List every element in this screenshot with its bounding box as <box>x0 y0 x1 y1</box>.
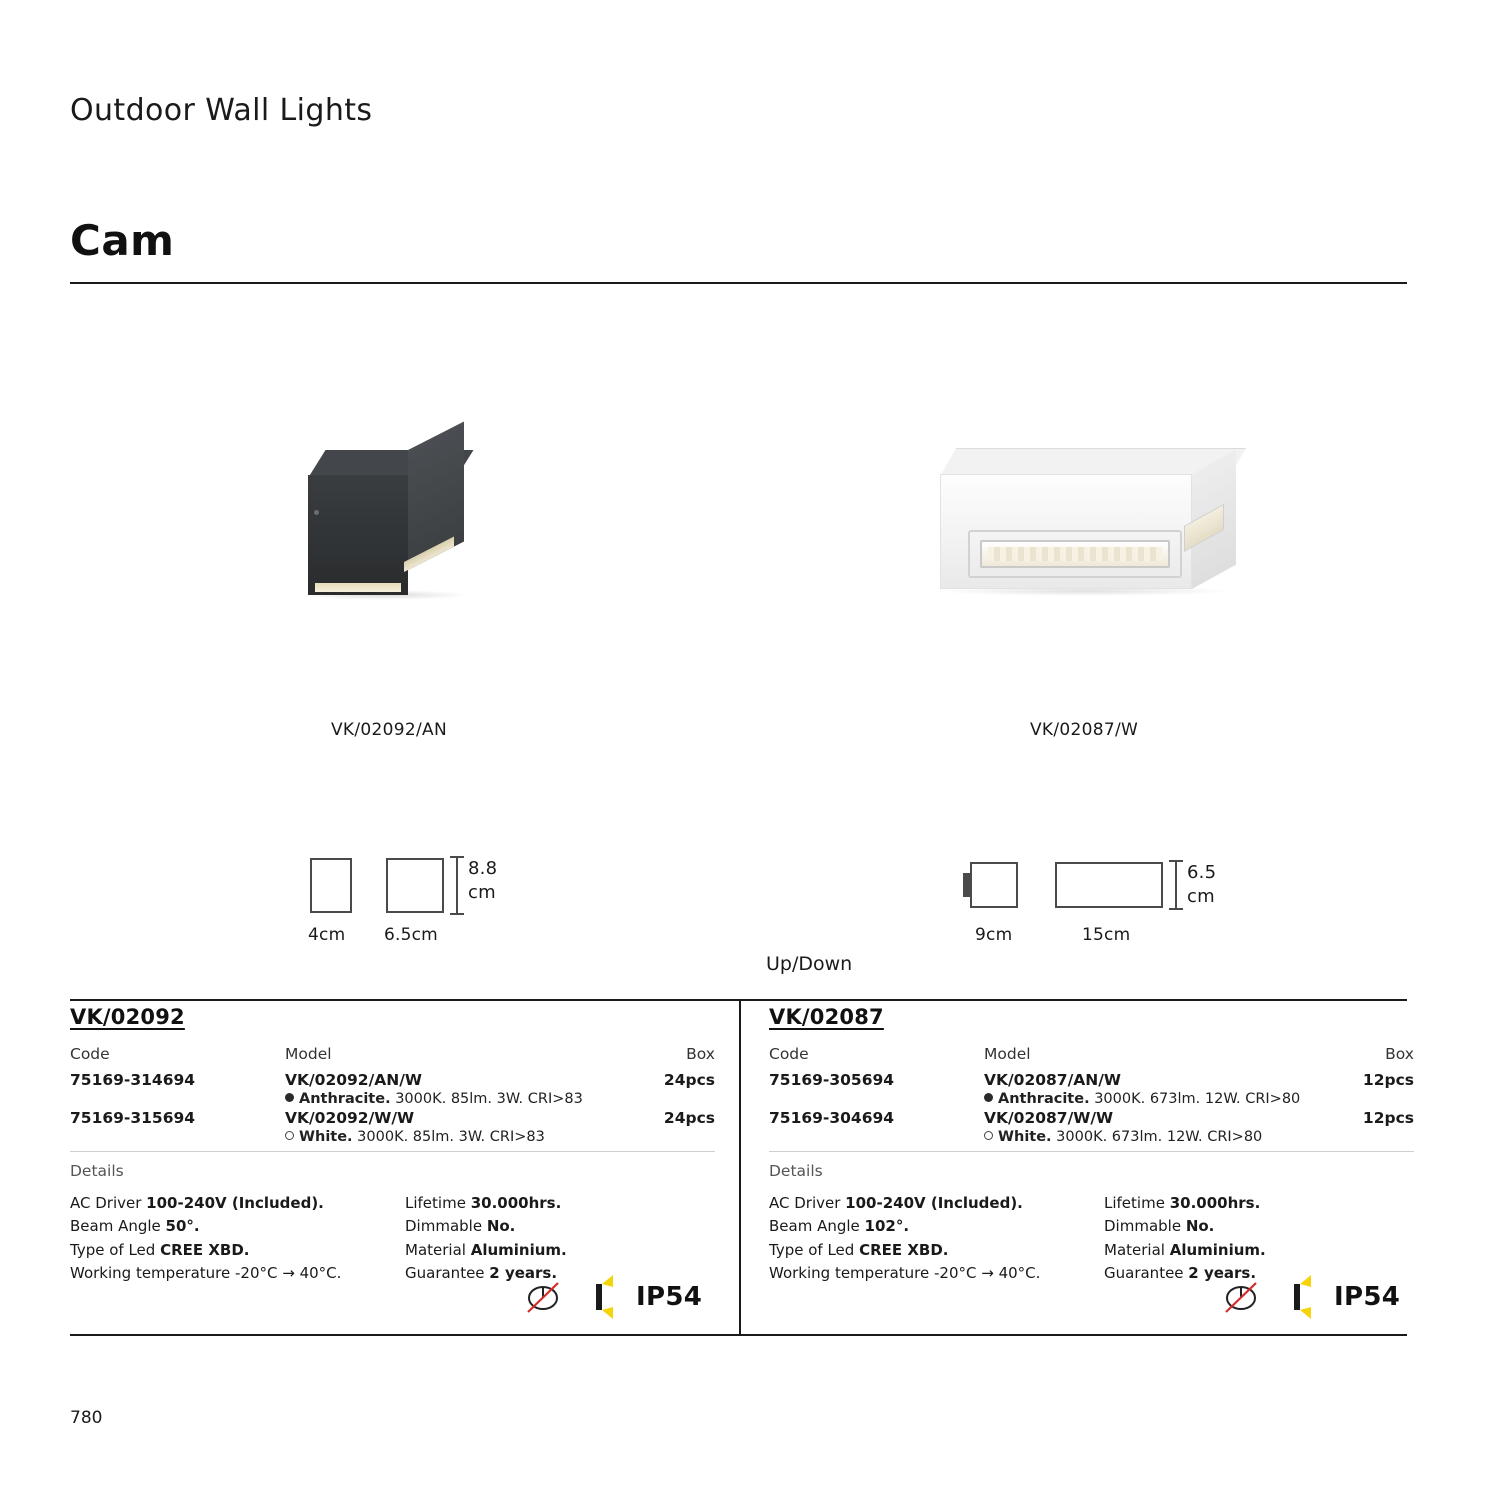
product-images <box>0 300 1500 780</box>
page-title: Cam <box>70 216 175 265</box>
detail-item <box>405 1215 705 1238</box>
cell-code: 75169-315694 <box>70 1109 196 1127</box>
dim-right-height-tick-bottom <box>1169 908 1183 910</box>
detail-label: Working temperature <box>769 1263 934 1282</box>
table-row <box>769 1107 1414 1127</box>
dim-left-height-tick-top <box>450 856 464 858</box>
cell-spec <box>285 1127 715 1145</box>
detail-value: CREE XBD. <box>859 1240 949 1259</box>
detail-value: 100-240V (Included). <box>146 1194 324 1212</box>
product-column-left <box>70 1005 720 1285</box>
table-row <box>70 1069 715 1089</box>
detail-item <box>1104 1215 1404 1238</box>
product-image-right <box>930 448 1270 618</box>
finish-name: White. <box>299 1129 353 1145</box>
dim-right-depth-label: 9cm <box>975 925 1013 945</box>
dim-left-front-view <box>386 858 444 913</box>
product-column-right <box>769 1005 1419 1285</box>
detail-value: 2 years. <box>1188 1263 1257 1282</box>
divider-vertical <box>739 999 741 1336</box>
cell-code: 75169-305694 <box>769 1071 895 1089</box>
dim-right-height-value: 6.5 <box>1187 862 1217 883</box>
cell-code: 75169-304694 <box>769 1109 895 1127</box>
page-category: Outdoor Wall Lights <box>70 93 373 128</box>
detail-value: -20°C → 40°C. <box>235 1263 342 1282</box>
cell-model: VK/02087/AN/W <box>984 1071 1121 1089</box>
details-column-a <box>769 1192 1104 1285</box>
variant-table-left <box>70 1043 715 1145</box>
cell-box: 24pcs <box>663 1109 715 1127</box>
detail-label: Lifetime <box>1104 1194 1170 1212</box>
detail-label: Dimmable <box>405 1217 487 1236</box>
icon-row-right <box>1218 1272 1400 1322</box>
detail-item <box>769 1192 1104 1215</box>
cell-model: VK/02087/W/W <box>984 1109 1114 1127</box>
dim-right-front-view <box>1055 862 1163 908</box>
header-code: Code <box>769 1045 809 1063</box>
dim-right-side-bracket <box>963 873 971 897</box>
dim-left-height-line <box>456 856 458 915</box>
detail-item <box>769 1239 1104 1262</box>
up-down-beam-icon <box>588 1271 614 1323</box>
detail-value: Aluminium. <box>470 1240 567 1259</box>
up-down-beam-icon <box>1286 1271 1312 1323</box>
detail-value: No. <box>1185 1217 1215 1236</box>
detail-label: AC Driver <box>769 1194 846 1212</box>
cell-spec <box>285 1089 715 1107</box>
cell-box: 12pcs <box>1362 1071 1414 1089</box>
detail-label: Material <box>405 1240 471 1259</box>
detail-item <box>769 1262 1104 1285</box>
cube-screw-icon <box>314 510 319 515</box>
spec-text: 3000K. 673lm. 12W. CRI>80 <box>1056 1129 1263 1145</box>
table-spec-row <box>70 1127 715 1145</box>
detail-label: Lifetime <box>405 1194 471 1212</box>
dim-left-depth-label: 4cm <box>308 925 346 945</box>
detail-label: Guarantee <box>405 1263 490 1282</box>
rect-front-lens <box>980 540 1170 568</box>
detail-label: Beam Angle <box>70 1217 166 1236</box>
cell-model: VK/02092/W/W <box>285 1109 415 1127</box>
detail-label: Type of Led <box>70 1240 161 1259</box>
page-number: 780 <box>70 1408 103 1428</box>
detail-item <box>70 1239 405 1262</box>
finish-dot-icon <box>984 1131 993 1140</box>
series-code-left: VK/02092 <box>70 1005 185 1029</box>
cell-box: 24pcs <box>663 1071 715 1089</box>
rect-lens-texture <box>988 547 1162 561</box>
cell-spec <box>984 1089 1414 1107</box>
dim-left-width-label: 6.5cm <box>384 925 438 945</box>
variant-table-right <box>769 1043 1414 1145</box>
finish-name: Anthracite. <box>299 1091 391 1107</box>
detail-item <box>769 1215 1104 1238</box>
dim-left-height-unit: cm <box>468 882 496 903</box>
spec-text: 3000K. 85lm. 3W. CRI>83 <box>395 1091 583 1107</box>
dim-right-height-tick-top <box>1169 860 1183 862</box>
product-caption-right: VK/02087/W <box>1030 720 1139 740</box>
series-code-right: VK/02087 <box>769 1005 884 1029</box>
updown-label: Up/Down <box>766 953 853 975</box>
spec-spacer <box>70 1127 285 1145</box>
dim-left-height-value: 8.8 <box>468 858 498 879</box>
cell-code: 75169-314694 <box>70 1071 196 1089</box>
header-model: Model <box>285 1045 332 1063</box>
detail-item <box>405 1192 705 1215</box>
table-header-row <box>70 1043 715 1069</box>
detail-value: 30.000hrs. <box>1169 1194 1261 1212</box>
finish-dot-icon <box>984 1093 993 1102</box>
header-model: Model <box>984 1045 1031 1063</box>
finish-name: White. <box>998 1129 1052 1145</box>
spec-spacer <box>769 1089 984 1107</box>
divider-top <box>70 282 1407 284</box>
header-box: Box <box>686 1045 715 1063</box>
product-caption-left: VK/02092/AN <box>331 720 447 740</box>
finish-name: Anthracite. <box>998 1091 1090 1107</box>
table-row <box>769 1069 1414 1089</box>
cube-bottom-lens <box>314 582 402 593</box>
no-dimmer-icon <box>1218 1274 1264 1320</box>
detail-label: Working temperature <box>70 1263 235 1282</box>
dimension-diagrams <box>0 840 1500 960</box>
dim-right-width-label: 15cm <box>1082 925 1131 945</box>
dim-right-height-unit: cm <box>1187 886 1215 907</box>
no-dimmer-icon <box>520 1274 566 1320</box>
spec-text: 3000K. 85lm. 3W. CRI>83 <box>357 1129 545 1145</box>
detail-item <box>1104 1239 1404 1262</box>
detail-value: Aluminium. <box>1169 1240 1266 1259</box>
dim-right-side-view <box>970 862 1018 908</box>
detail-label: AC Driver <box>70 1194 147 1212</box>
divider-bottom <box>70 1334 1407 1336</box>
table-spec-row <box>70 1089 715 1107</box>
details-separator <box>769 1151 1414 1152</box>
dim-left-side-view <box>310 858 352 913</box>
details-column-a <box>70 1192 405 1285</box>
header-box: Box <box>1385 1045 1414 1063</box>
cell-spec <box>984 1127 1414 1145</box>
spec-spacer <box>769 1127 984 1145</box>
details-separator <box>70 1151 715 1152</box>
detail-label: Type of Led <box>769 1240 860 1259</box>
icon-row-left <box>520 1272 702 1322</box>
cube-front-face <box>308 475 408 595</box>
detail-item <box>70 1192 405 1215</box>
detail-value: No. <box>486 1217 516 1236</box>
detail-item <box>70 1262 405 1285</box>
spec-spacer <box>70 1089 285 1107</box>
dim-left-height-tick-bottom <box>450 913 464 915</box>
dim-right-height-line <box>1175 860 1177 910</box>
finish-dot-icon <box>285 1093 294 1102</box>
detail-value: 100-240V (Included). <box>845 1194 1023 1212</box>
details-title: Details <box>769 1162 823 1180</box>
detail-value: 2 years. <box>489 1263 558 1282</box>
detail-label: Guarantee <box>1104 1263 1189 1282</box>
detail-label: Material <box>1104 1240 1170 1259</box>
table-spec-row <box>769 1127 1414 1145</box>
detail-item <box>1104 1192 1404 1215</box>
table-row <box>70 1107 715 1127</box>
detail-value: -20°C → 40°C. <box>934 1263 1041 1282</box>
ip-rating-left: IP54 <box>636 1282 703 1312</box>
detail-value: 102°. <box>864 1217 910 1236</box>
detail-item <box>70 1215 405 1238</box>
cell-model: VK/02092/AN/W <box>285 1071 422 1089</box>
detail-value: 30.000hrs. <box>470 1194 562 1212</box>
detail-value: CREE XBD. <box>160 1240 250 1259</box>
cell-box: 12pcs <box>1362 1109 1414 1127</box>
product-image-left <box>300 450 490 610</box>
header-code: Code <box>70 1045 110 1063</box>
detail-label: Beam Angle <box>769 1217 865 1236</box>
finish-dot-icon <box>285 1131 294 1140</box>
details-title: Details <box>70 1162 124 1180</box>
detail-item <box>405 1239 705 1262</box>
spec-text: 3000K. 673lm. 12W. CRI>80 <box>1094 1091 1301 1107</box>
detail-label: Dimmable <box>1104 1217 1186 1236</box>
detail-value: 50°. <box>165 1217 200 1236</box>
table-header-row <box>769 1043 1414 1069</box>
ip-rating-right: IP54 <box>1334 1282 1401 1312</box>
table-spec-row <box>769 1089 1414 1107</box>
